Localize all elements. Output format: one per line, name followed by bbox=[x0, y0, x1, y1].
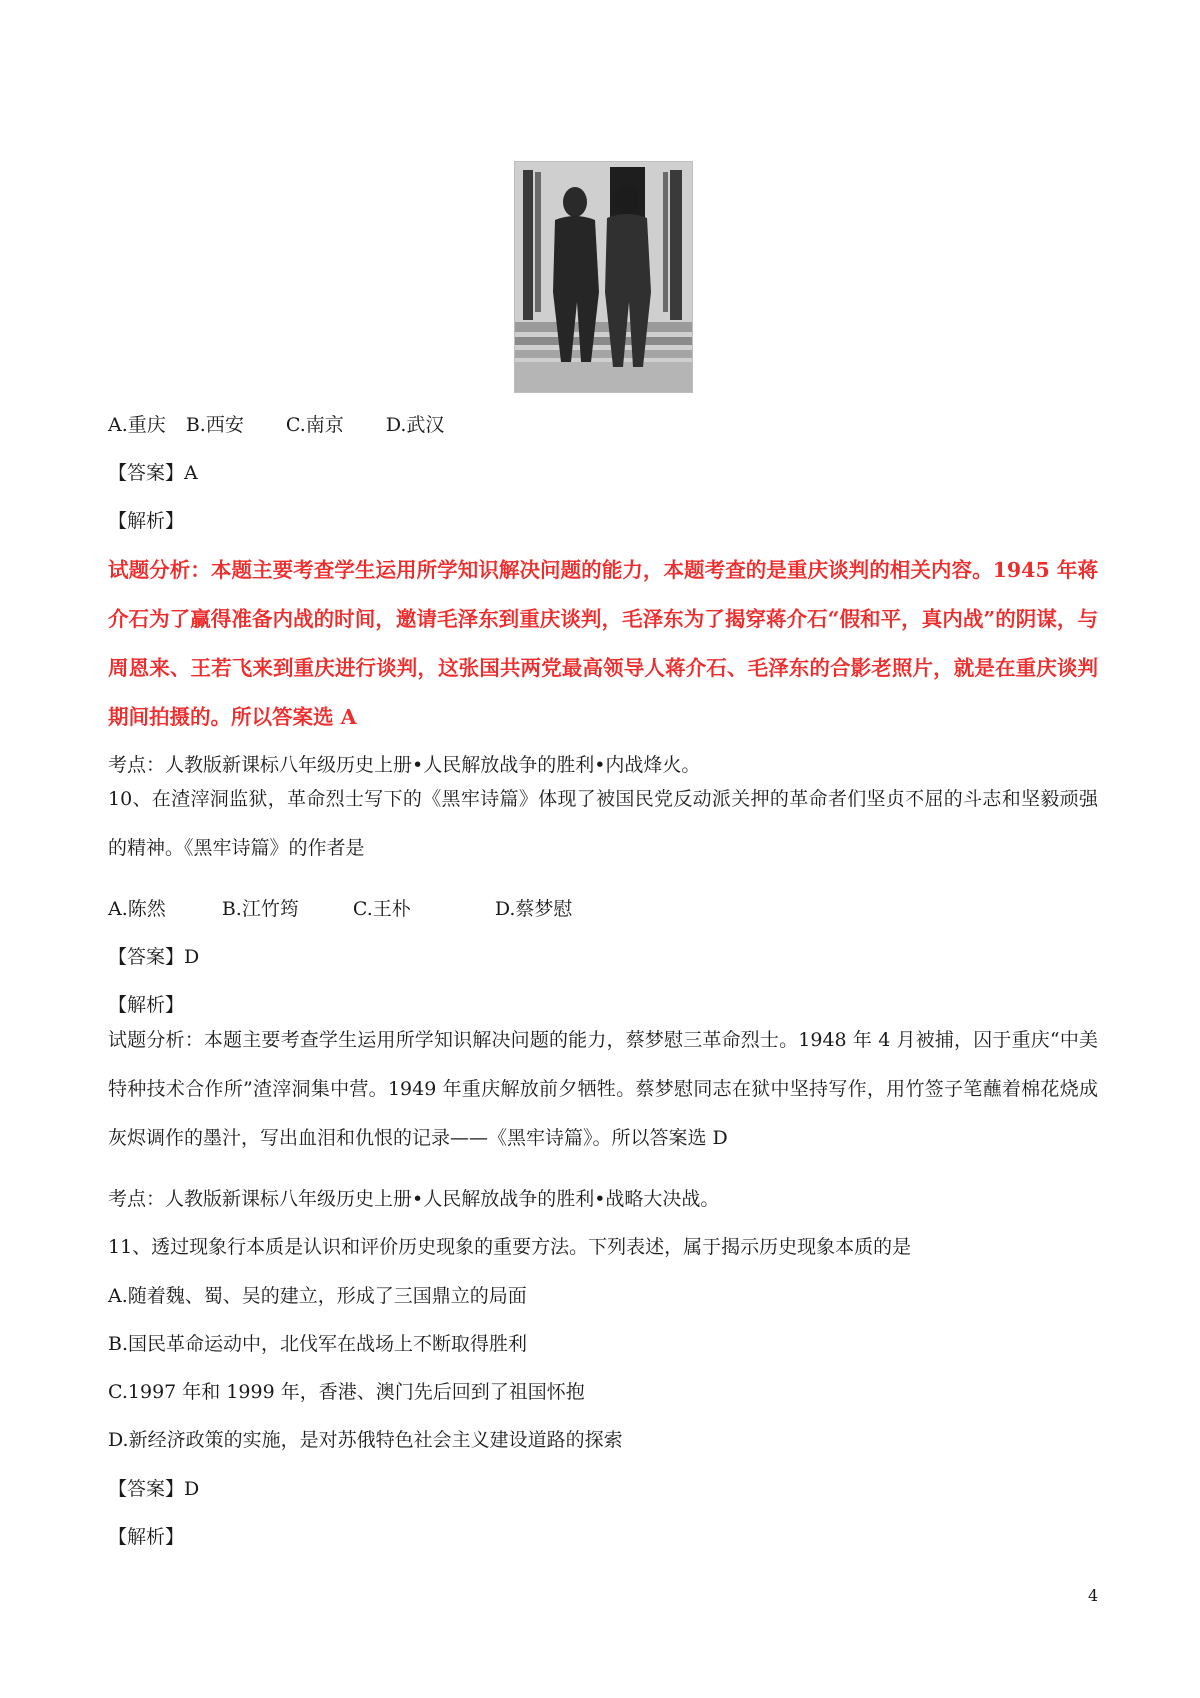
q9-analysis-text: 试题分析：本题主要考查学生运用所学知识解决问题的能力，本题考查的是重庆谈判的相关内容。1945 年蒋介石为了赢得准备内战的时间，邀请毛泽东到重庆谈判，毛泽东为了揭穿蒋介石“假和平，真内战”的阴谋，与周恩来、王若飞来到重庆进行谈判，这张国共两党最高领导人蒋介石、毛泽东的合影老照片，就是在重庆谈判期间拍摄的。所以答案选 A bbox=[108, 558, 1098, 729]
option-a: A.重庆 bbox=[108, 414, 166, 436]
option-a: A.陈然 bbox=[108, 898, 166, 920]
page-number: 4 bbox=[1088, 1586, 1099, 1605]
q9-kaodian: 考点：人教版新课标八年级历史上册•人民解放战争的胜利•内战烽火。 bbox=[108, 754, 701, 776]
q9-answer: 【答案】A bbox=[108, 462, 198, 484]
q11-option-a: A.随着魏、蜀、吴的建立，形成了三国鼎立的局面 bbox=[108, 1285, 527, 1307]
q11-option-b: B.国民革命运动中，北伐军在战场上不断取得胜利 bbox=[108, 1333, 528, 1355]
q10-analysis-text: 试题分析：本题主要考查学生运用所学知识解决问题的能力，蔡梦慰三革命烈士。1948 年 4 月被捕，囚于重庆“中美特种技术合作所”渣滓洞集中营。1949 年重庆解放前夕牺牲。蔡梦慰同志在狱中坚持写作，用竹签子笔蘸着棉花烧成灰烬调作的墨汁，写出血泪和仇恨的记录——《黑牢诗篇》。所以答案选 D bbox=[108, 1029, 1098, 1149]
option-b: B.江竹筠 bbox=[221, 898, 299, 920]
q11-option-c: C.1997 年和 1999 年，香港、澳门先后回到了祖国怀抱 bbox=[108, 1381, 585, 1403]
historical-photo bbox=[514, 161, 693, 393]
q9-analysis-label: 【解析】 bbox=[108, 510, 185, 532]
option-c: C.南京 bbox=[285, 414, 344, 436]
option-d: D.蔡梦慰 bbox=[494, 898, 573, 920]
option-b: B.西安 bbox=[185, 414, 244, 436]
q10-analysis-label: 【解析】 bbox=[108, 994, 185, 1016]
option-d: D.武汉 bbox=[385, 414, 445, 436]
q9-options bbox=[108, 412, 444, 438]
q11-analysis-label: 【解析】 bbox=[108, 1526, 185, 1548]
option-c: C.王朴 bbox=[352, 898, 411, 920]
q10-answer: 【答案】D bbox=[108, 946, 200, 968]
q11-option-d: D.新经济政策的实施，是对苏俄特色社会主义建设道路的探索 bbox=[108, 1429, 623, 1451]
q11-stem: 11、透过现象行本质是认识和评价历史现象的重要方法。下列表述，属于揭示历史现象本质的是 bbox=[108, 1236, 912, 1258]
q10-kaodian: 考点：人教版新课标八年级历史上册•人民解放战争的胜利•战略大决战。 bbox=[108, 1188, 720, 1210]
q10-stem: 10、在渣滓洞监狱，革命烈士写下的《黑牢诗篇》体现了被国民党反动派关押的革命者们坚贞不屈的斗志和坚毅顽强的精神。《黑牢诗篇》的作者是 bbox=[108, 788, 1098, 859]
q10-options bbox=[108, 896, 572, 922]
q11-answer: 【答案】D bbox=[108, 1478, 200, 1500]
